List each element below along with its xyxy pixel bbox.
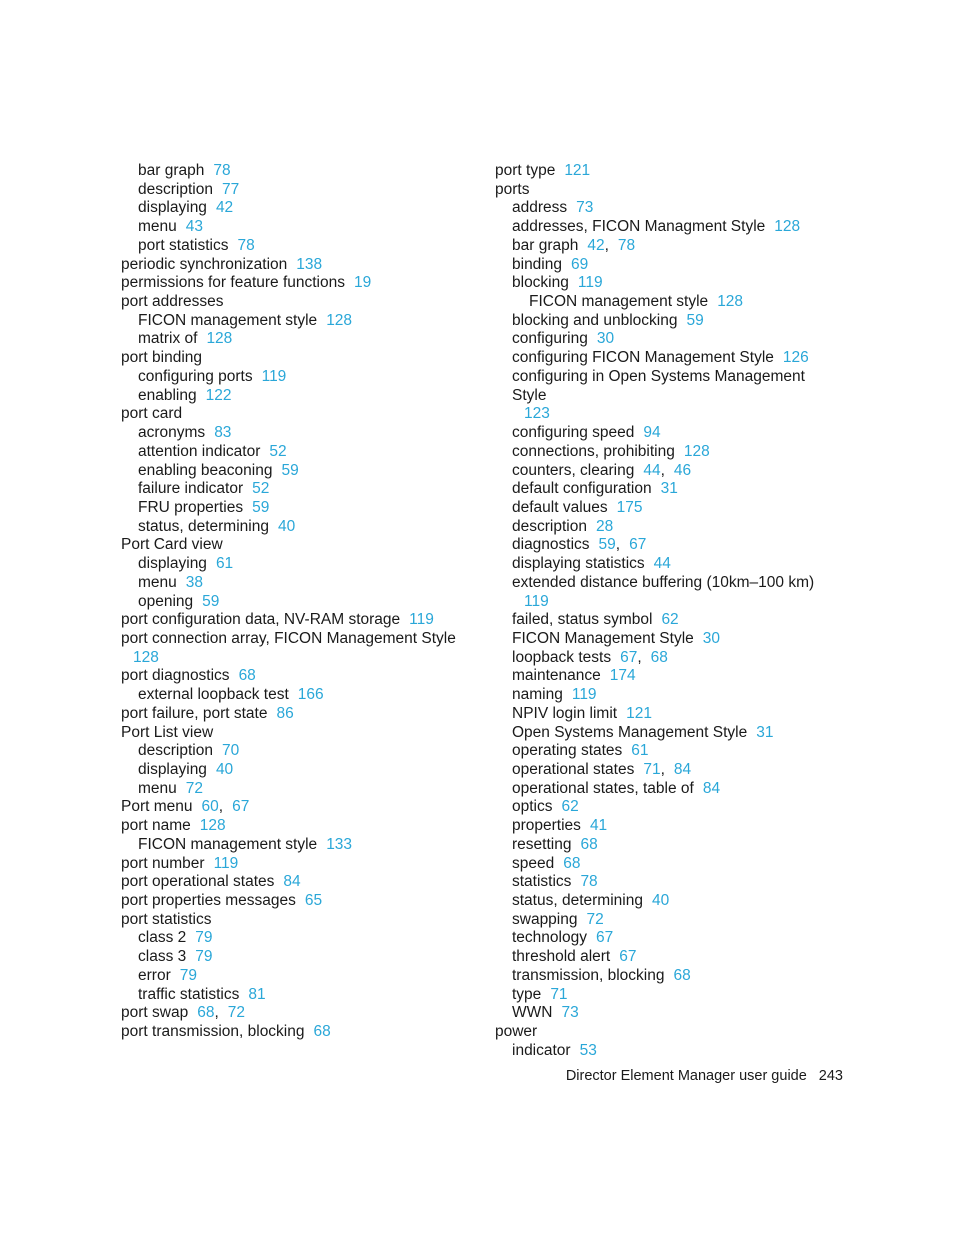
index-term: Port List view [121, 723, 214, 741]
index-entry [121, 780, 481, 799]
index-entry [121, 873, 481, 892]
index-term: opening [138, 592, 194, 610]
index-term: port swap [121, 1004, 189, 1022]
index-entry [495, 199, 840, 218]
index-term: enabling beaconing [138, 461, 273, 479]
page-link[interactable]: 61 [215, 555, 234, 573]
page-link[interactable]: 128 [206, 330, 233, 348]
index-term: description [512, 517, 587, 535]
index-term: failed, status symbol [512, 611, 653, 629]
page-link[interactable]: 68 [563, 854, 581, 872]
page-link[interactable]: 78 [580, 873, 598, 891]
index-term: statistics [512, 873, 572, 891]
page-link[interactable]: 40 [277, 517, 296, 535]
index-term: default values [512, 498, 608, 516]
page-link[interactable]: 119 [409, 611, 434, 629]
index-term: blocking and unblocking [512, 311, 678, 329]
index-term: error [138, 966, 171, 984]
index-term: port failure, port state [121, 704, 268, 722]
index-term: transmission, blocking [512, 966, 665, 984]
page-link[interactable]: 128 [133, 648, 159, 666]
index-term: default configuration [512, 480, 652, 498]
index-entry [121, 181, 481, 200]
footer-page-number: 243 [818, 1068, 843, 1084]
page-link[interactable]: 174 [609, 667, 636, 685]
index-term: operating states [512, 742, 623, 760]
page-link[interactable]: 71 [550, 985, 568, 1003]
index-term: status, determining [138, 517, 269, 535]
index-term: port diagnostics [121, 667, 230, 685]
index-entry [495, 667, 840, 686]
index-term: bar graph [138, 162, 205, 179]
footer-title: Director Element Manager user guide [565, 1068, 807, 1084]
index-entry [495, 274, 840, 293]
page-link[interactable]: 119 [524, 592, 549, 610]
page-link[interactable]: 53 [579, 1041, 597, 1059]
index-term: acronyms [138, 424, 206, 442]
index-entry [495, 836, 840, 855]
index-entry [121, 387, 481, 406]
page-link[interactable]: 67 [629, 536, 647, 554]
page-link[interactable]: 166 [297, 686, 324, 704]
page-link[interactable]: 72 [586, 910, 604, 928]
page-link[interactable]: 41 [589, 817, 608, 835]
index-term: Port Card view [121, 536, 223, 554]
index-entry [121, 967, 481, 986]
index-entry [495, 480, 840, 499]
index-term: WWN [512, 1004, 553, 1022]
page-link[interactable]: 79 [195, 948, 213, 966]
index-entry [495, 1023, 840, 1042]
page-link[interactable]: 60 [201, 798, 219, 816]
page-link[interactable]: 59 [252, 498, 270, 516]
index-entry [121, 929, 481, 948]
index-term: naming [512, 686, 563, 704]
index-entry [121, 536, 481, 555]
index-entry [121, 742, 481, 761]
page-link[interactable]: 119 [213, 854, 239, 872]
index-entry [495, 555, 840, 574]
index-entry [495, 948, 840, 967]
index-entry [121, 443, 481, 462]
index-entry: operational states 71, 84 [512, 761, 692, 778]
index-entry [121, 817, 481, 836]
index-entry [121, 593, 481, 612]
page-link[interactable]: 119 [261, 367, 287, 385]
index-entry [495, 911, 840, 930]
page-link[interactable]: 121 [564, 162, 591, 179]
index-entry [121, 574, 481, 593]
index-term: threshold alert [512, 948, 611, 966]
page-link[interactable]: 128 [683, 442, 710, 460]
page-link[interactable]: 78 [617, 236, 636, 254]
index-term: configuring speed [512, 424, 635, 442]
index-term: type [512, 985, 542, 1003]
index-entry [495, 574, 840, 611]
index-term: ports [495, 180, 530, 198]
index-term: port card [121, 405, 183, 423]
page-link[interactable]: 62 [561, 798, 579, 816]
index-term: port number [121, 854, 205, 872]
index-term: port properties messages [121, 892, 296, 910]
index-term: class 3 [138, 948, 187, 966]
page-link[interactable]: 126 [782, 349, 809, 367]
index-term: connections, prohibiting [512, 442, 675, 460]
index-entry [495, 724, 840, 743]
index-entry [495, 368, 840, 424]
page-link[interactable]: 68 [238, 667, 256, 685]
index-term: port type [495, 162, 556, 179]
index-entry [495, 967, 840, 986]
page-link[interactable]: 122 [205, 386, 232, 404]
index-entry [121, 162, 481, 181]
page-link[interactable]: 72 [227, 1004, 246, 1022]
index-term: indicator [512, 1041, 571, 1059]
index-entry [121, 499, 481, 518]
page-link[interactable]: 84 [702, 779, 721, 797]
page-link[interactable]: 68 [673, 966, 691, 984]
index-term: periodic synchronization [121, 255, 288, 273]
index-column-right [495, 162, 840, 1061]
index-entry: counters, clearing 44, 46 [512, 461, 692, 479]
page-link[interactable]: 59 [281, 461, 299, 479]
page-link[interactable]: 31 [660, 480, 678, 498]
index-entry [495, 742, 840, 761]
page-link[interactable]: 77 [221, 180, 240, 198]
index-entry [495, 686, 840, 705]
index-entry [121, 349, 481, 368]
index-entry: port swap 68, 72 [121, 1004, 246, 1022]
page-link[interactable]: 128 [774, 218, 801, 236]
index-entry [495, 293, 840, 312]
page-link[interactable]: 42 [215, 199, 234, 217]
page-link[interactable]: 67 [620, 648, 638, 666]
index-entry [495, 630, 840, 649]
index-term: attention indicator [138, 442, 261, 460]
index-entry [121, 855, 481, 874]
index-term: counters, clearing [512, 461, 635, 479]
index-term: addresses, FICON Managment Style [512, 218, 766, 236]
index-entry [495, 1042, 840, 1061]
index-entry [495, 780, 840, 799]
index-entry [121, 686, 481, 705]
index-entry [121, 405, 481, 424]
index-term: power [495, 1023, 538, 1041]
index-entry [495, 1004, 840, 1023]
index-entry: bar graph 42, 78 [512, 236, 636, 254]
page-link[interactable]: 69 [571, 255, 589, 273]
index-term: address [512, 199, 568, 217]
index-term: matrix of [138, 330, 198, 348]
index-term: configuring FICON Management Style [512, 349, 774, 367]
index-term: traffic statistics [138, 985, 240, 1003]
index-entry [121, 986, 481, 1005]
index-term: loopback tests [512, 648, 612, 666]
page-link[interactable]: 43 [185, 218, 204, 236]
index-term: FICON management style [138, 311, 318, 329]
index-entry [495, 518, 840, 537]
index-entry [495, 499, 840, 518]
page-link[interactable]: 123 [524, 405, 550, 423]
index-entry [495, 611, 840, 630]
page-link[interactable]: 40 [215, 761, 234, 778]
index-term: diagnostics [512, 536, 590, 554]
index-column-left [121, 162, 481, 1042]
index-term: permissions for feature functions [121, 274, 345, 292]
index-term: maintenance [512, 667, 601, 685]
page-link[interactable]: 28 [595, 517, 614, 535]
page-link[interactable]: 71 [643, 761, 661, 778]
index-entry [495, 892, 840, 911]
index-term: port name [121, 817, 191, 835]
page-link[interactable]: 84 [673, 761, 692, 778]
page-link[interactable]: 119 [577, 274, 603, 292]
index-entry [121, 237, 481, 256]
index-entry [495, 424, 840, 443]
page-link[interactable]: 133 [326, 835, 353, 853]
index-entry [121, 368, 481, 387]
index-term: operational states [512, 761, 635, 778]
index-term: FICON management style [138, 835, 318, 853]
index-term: FRU properties [138, 498, 244, 516]
index-term: enabling [138, 386, 197, 404]
index-entry [495, 162, 840, 181]
page-link[interactable]: 86 [276, 704, 294, 722]
index-entry [121, 611, 481, 630]
index-term: Port menu [121, 798, 193, 816]
index-term: properties [512, 817, 581, 835]
index-term: class 2 [138, 929, 187, 947]
index-term: speed [512, 854, 555, 872]
index-entry [121, 1023, 481, 1042]
page-link[interactable]: 175 [616, 498, 643, 516]
page-link[interactable]: 52 [252, 480, 270, 498]
index-term: binding [512, 255, 562, 273]
index-entry [121, 312, 481, 331]
index-entry [121, 705, 481, 724]
index-term: port operational states [121, 873, 275, 891]
index-entry [121, 293, 481, 312]
index-term: port addresses [121, 293, 224, 311]
index-term: displaying [138, 761, 207, 778]
index-term: external loopback test [138, 686, 289, 704]
index-entry [121, 218, 481, 237]
page-link[interactable]: 68 [580, 835, 598, 853]
index-entry [121, 667, 481, 686]
index-term: configuring in Open Systems Management Style [512, 367, 805, 404]
index-entry [495, 986, 840, 1005]
index-entry: loopback tests 67, 68 [512, 648, 668, 666]
index-term: technology [512, 929, 587, 947]
index-term: operational states, table of [512, 779, 694, 797]
page-link[interactable]: 59 [598, 536, 616, 554]
index-entry [495, 330, 840, 349]
page-link[interactable]: 61 [631, 742, 649, 760]
index-term: menu [138, 779, 177, 797]
index-entry [121, 518, 481, 537]
index-entry [121, 948, 481, 967]
index-term: NPIV login limit [512, 704, 618, 722]
index-entry [121, 911, 481, 930]
index-entry [121, 761, 481, 780]
index-entry [495, 873, 840, 892]
page-link[interactable]: 138 [296, 255, 323, 273]
index-entry [121, 199, 481, 218]
index-term: resetting [512, 835, 572, 853]
index-term: port connection array, FICON Management Style [121, 629, 456, 647]
index-entry [121, 256, 481, 275]
index-term: menu [138, 573, 177, 591]
page-link[interactable]: 72 [185, 779, 204, 797]
index-term: displaying [138, 199, 207, 217]
index-entry [121, 892, 481, 911]
index-entry [495, 256, 840, 275]
index-term: menu [138, 218, 177, 236]
page-link[interactable]: 119 [571, 686, 597, 704]
page-link[interactable]: 70 [221, 742, 240, 760]
page-link[interactable]: 42 [587, 236, 605, 254]
page-link[interactable]: 59 [686, 311, 704, 329]
page-link[interactable]: 78 [213, 162, 231, 179]
index-entry [495, 929, 840, 948]
page-link[interactable]: 68 [197, 1004, 215, 1022]
index-entry: Port menu 60, 67 [121, 798, 250, 816]
index-entry [121, 555, 481, 574]
page-link[interactable]: 94 [643, 424, 661, 442]
index-entry [121, 274, 481, 293]
index-term: FICON Management Style [512, 629, 694, 647]
index-entry [495, 817, 840, 836]
page-link[interactable]: 44 [643, 461, 661, 479]
index-entry [495, 443, 840, 462]
page-link[interactable]: 73 [561, 1004, 579, 1022]
index-term: port binding [121, 349, 203, 367]
page-link[interactable]: 121 [626, 704, 652, 722]
page-link[interactable]: 73 [576, 199, 594, 217]
page-link[interactable]: 52 [269, 442, 287, 460]
index-term: port configuration data, NV-RAM storage [121, 611, 401, 629]
index-entry [495, 218, 840, 237]
page-link[interactable]: 79 [179, 966, 197, 984]
index-term: displaying statistics [512, 555, 645, 573]
page-link[interactable]: 79 [195, 929, 213, 947]
index-term: description [138, 742, 213, 760]
index-entry [121, 724, 481, 743]
index-entry [121, 330, 481, 349]
index-entry [121, 836, 481, 855]
page-link[interactable]: 46 [673, 461, 692, 479]
index-term: Open Systems Management Style [512, 723, 748, 741]
page-link[interactable]: 44 [653, 555, 671, 573]
page-link[interactable]: 128 [717, 293, 744, 311]
index-entry [121, 424, 481, 443]
index-term: port transmission, blocking [121, 1023, 305, 1041]
page-link[interactable]: 78 [237, 236, 255, 254]
index-term: port statistics [121, 910, 212, 928]
page-link[interactable]: 67 [619, 948, 637, 966]
index-term: status, determining [512, 892, 643, 910]
page-link[interactable]: 38 [185, 573, 204, 591]
index-entry [121, 480, 481, 499]
index-term: port statistics [138, 236, 229, 254]
index-entry [495, 181, 840, 200]
page-link[interactable]: 62 [661, 611, 679, 629]
page-link[interactable]: 128 [199, 817, 226, 835]
index-entry [495, 312, 840, 331]
page-link[interactable]: 68 [313, 1023, 331, 1041]
page-link[interactable]: 59 [202, 592, 220, 610]
page-link[interactable]: 84 [283, 873, 301, 891]
page-link[interactable]: 67 [595, 929, 614, 947]
index-term: failure indicator [138, 480, 244, 498]
index-term: displaying [138, 555, 207, 573]
page-link[interactable]: 67 [232, 798, 250, 816]
page-footer [566, 1068, 843, 1084]
page-link[interactable]: 83 [214, 424, 232, 442]
page-link[interactable]: 128 [326, 311, 353, 329]
page-link[interactable]: 30 [702, 629, 721, 647]
index-term: optics [512, 798, 553, 816]
index-term: description [138, 180, 213, 198]
index-entry: diagnostics 59, 67 [512, 536, 647, 554]
page-link[interactable]: 30 [596, 330, 615, 348]
index-entry [495, 705, 840, 724]
page-link[interactable]: 65 [304, 892, 323, 910]
index-term: extended distance buffering (10km–100 km) [512, 573, 815, 591]
index-term: bar graph [512, 236, 579, 254]
index-term: swapping [512, 910, 578, 928]
index-entry [495, 798, 840, 817]
index-entry [121, 462, 481, 481]
index-entry [495, 349, 840, 368]
page-link[interactable]: 19 [354, 274, 372, 292]
index-term: blocking [512, 274, 569, 292]
page-link[interactable]: 31 [756, 723, 774, 741]
page-link[interactable]: 40 [651, 892, 670, 910]
index-term: configuring ports [138, 367, 253, 385]
page-link[interactable]: 68 [650, 648, 668, 666]
index-term: FICON management style [529, 293, 709, 311]
index-entry [121, 630, 481, 667]
index-term: configuring [512, 330, 588, 348]
page-link[interactable]: 81 [248, 985, 266, 1003]
index-entry [495, 855, 840, 874]
